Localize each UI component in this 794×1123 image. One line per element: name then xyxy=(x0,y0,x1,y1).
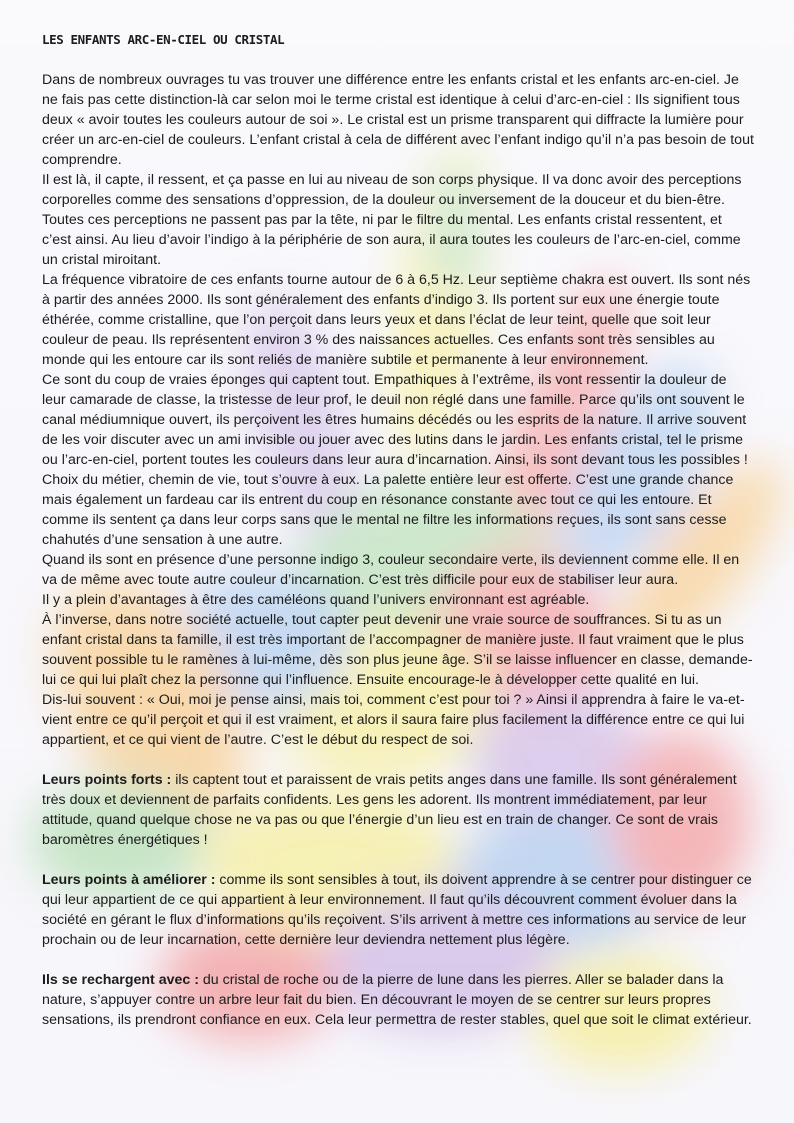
paragraph-4: Ce sont du coup de vraies éponges qui captent tout. Empathiques à l’extrême, ils vont ressentir la douleur de leur camarade de classe, la tristesse de leur prof, le deuil non réglé dans une famille. Parce qu’ils ont souvent le canal médiumnique ouvert, ils perçoivent les êtres humains décédés ou les esprits de la nature. Il arrive souvent de les voir discuter avec un ami invisible ou jouer avec des lutins dans le jardin. Les enfants cristal, tel le prisme ou l’arc-en-ciel, portent toutes les couleurs dans leur aura d’incarnation. Ainsi, ils sont devant tous les possibles ! Choix du métier, chemin de vie, tout s’ouvre à eux. La palette entière leur est offerte. C’est une grande chance mais également un fardeau car ils entrent du coup en résonance constante avec tout ce qui les entoure. Et comme ils sentent ça dans leur corps sans que le mental ne filtre les informations reçues, ils sont sans cesse chahutés d’une sensation à une autre. xyxy=(42,372,748,548)
document-title: LES ENFANTS ARC-EN-CIEL OU CRISTAL xyxy=(42,32,285,47)
paragraph-7: À l’inverse, dans notre société actuelle, tout capter peut devenir une vraie source de souffrances. Si tu as un enfant cristal dans ta famille, il est très important de l’accompagner de manière juste. Il faut vraiment que le plus souvent possible tu le ramènes à lui-même, dès son plus jeune âge. S’il se laisse influencer en classe, demande-lui ce qui lui plaît chez la personne qui l’influence. Ensuite encourage-le à développer cette qualité en lui. xyxy=(42,612,753,688)
paragraph-2: Il est là, il capte, il ressent, et ça passe en lui au niveau de son corps physique. Il va donc avoir des perceptions corporelles comme des sensations d’oppression, de la douleur ou inversement de la douceur et du bien-être. Toutes ces perceptions ne passent pas par la tête, ni par le filtre du mental. Les enfants cristal ressentent, et c’est ainsi. Au lieu d’avoir l’indigo à la périphérie de son aura, il aura toutes les couleurs de l’arc-en-ciel, comme un cristal miroitant. xyxy=(42,172,742,268)
paragraph-3: La fréquence vibratoire de ces enfants tourne autour de 6 à 6,5 Hz. Leur septième chakra est ouvert. Ils sont nés à partir des années 2000. Ils sont généralement des enfants d’indigo 3. Ils portent sur eux une énergie toute éthérée, comme cristalline, que l’on perçoit dans leurs yeux et dans l’éclat de leur teint, quelle que soit leur couleur de peau. Ils représentent environ 3 % des naissances actuelles. Ces enfants sont très sensibles au monde qui les entoure car ils sont reliés de manière subtile et permanente à leur environnement. xyxy=(42,272,751,368)
section-improvements-label: Leurs points à améliorer : xyxy=(42,872,216,888)
section-improvements xyxy=(42,870,754,950)
paragraph-8: Dis-lui souvent : « Oui, moi je pense ainsi, mais toi, comment c’est pour toi ? » Ainsi il apprendra à faire le va-et-vient entre ce qu’il perçoit et qui il est vraiment, et alors il saura faire plus facilement la différence entre ce qui lui appartient, et ce qui vient de l’autre. C’est le début du respect de soi. xyxy=(42,692,745,748)
paragraph-1: Dans de nombreux ouvrages tu vas trouver une différence entre les enfants cristal et les enfants arc-en-ciel. Je ne fais pas cette distinction-là car selon moi le terme cristal est identique à celui d’arc-en-ciel : Ils signifient tous deux « avoir toutes les couleurs autour de soi ». Le cristal est un prisme transparent qui diffracte la lumière pour créer un arc-en-ciel de couleurs. L’enfant cristal à cela de différent avec l’enfant indigo qu’il n’a pas besoin de tout comprendre. xyxy=(42,72,754,168)
section-recharge xyxy=(42,970,754,1030)
paragraph-6: Il y a plein d’avantages à être des caméléons quand l’univers environnant est agréable. xyxy=(42,592,590,608)
section-strengths-text: ils captent tout et paraissent de vrais petits anges dans une famille. Ils sont généralement très doux et deviennent de parfaits confidents. Les gens les adorent. Ils montrent immédiatement, par leur attitude, quand quelque chose ne va pas ou que l’énergie d’un lieu est en train de changer. Ce sont de vrais baromètres énergétiques ! xyxy=(42,772,737,848)
section-improvements-text: comme ils sont sensibles à tout, ils doivent apprendre à se centrer pour distinguer ce qui leur appartient de ce qui appartient à leur environnement. Il faut qu’ils découvrent comment évoluer dans la société en gérant le flux d’informations qu’ils reçoivent. S’ils arrivent à mettre ces informations au service de leur prochain ou de leur incarnation, cette dernière leur deviendra nettement plus légère. xyxy=(42,872,752,948)
section-strengths-label: Leurs points forts : xyxy=(42,772,172,788)
section-recharge-text: du cristal de roche ou de la pierre de lune dans les pierres. Aller se balader dans la nature, s’appuyer contre un arbre leur fait du bien. En découvrant le moyen de se centrer sur leurs propres sensations, ils prendront confiance en eux. Cela leur permettra de rester stables, quel que soit le climat extérieur. xyxy=(42,972,752,1028)
section-strengths xyxy=(42,770,754,850)
intro-body xyxy=(42,70,754,750)
paragraph-5: Quand ils sont en présence d’une personne indigo 3, couleur secondaire verte, ils deviennent comme elle. Il en va de même avec toute autre couleur d’incarnation. C’est très difficile pour eux de stabiliser leur aura. xyxy=(42,552,740,588)
section-recharge-label: Ils se rechargent avec : xyxy=(42,972,199,988)
document-page xyxy=(42,30,754,1030)
